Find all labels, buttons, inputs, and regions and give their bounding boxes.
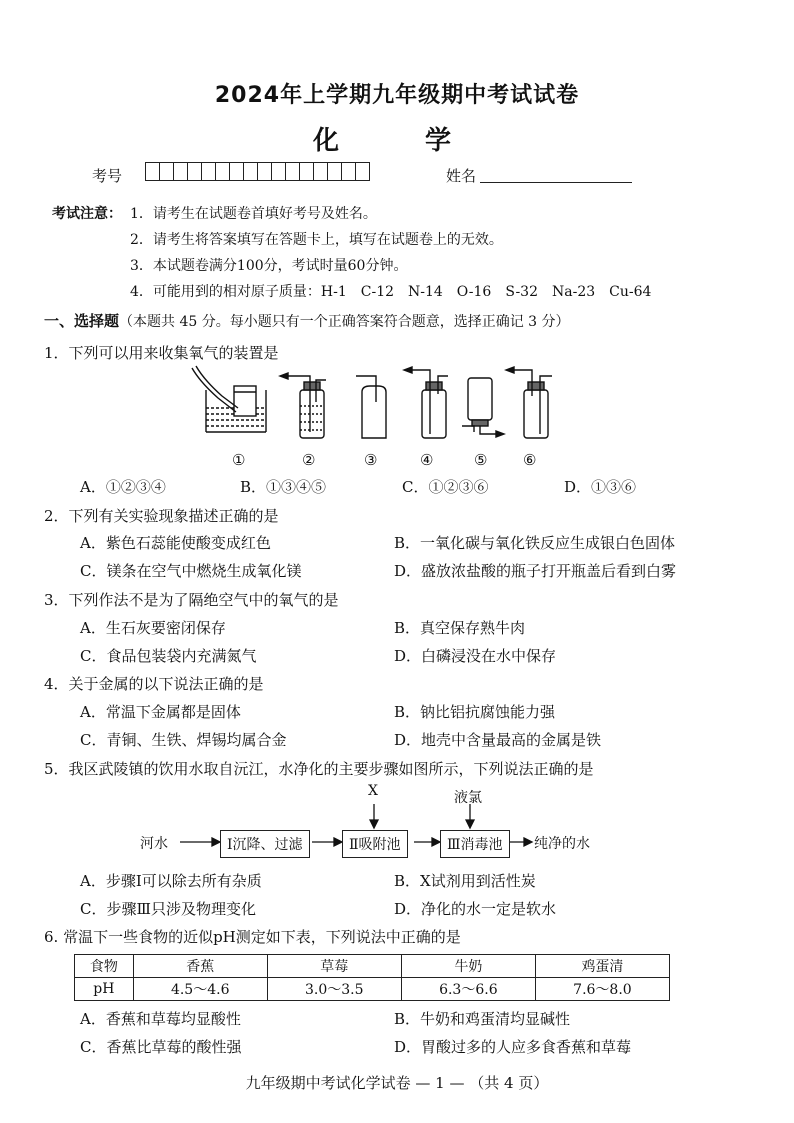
notice-item: 3．本试题卷满分100分，考试时量60分钟。 [130,258,408,274]
section-desc: （本题共 45 分。每小题只有一个正确答案符合题意，选择正确记 3 分） [119,314,570,330]
section-title: 一、选择题 [44,312,120,330]
exam-no-box[interactable] [285,162,300,181]
q2-option-a[interactable]: A．紫色石蕊能使酸变成红色 [80,534,271,552]
apparatus-2-bottle [280,373,326,438]
apparatus-4-bottle [404,367,448,438]
question-5-stem: 5．我区武陵镇的饮用水取自沅江，水净化的主要步骤如图所示，下列说法正确的是 [44,760,594,778]
flow-input: 河水 [140,836,168,852]
q1-option-a[interactable]: A．①②③④ [80,478,166,496]
exam-no-box[interactable] [327,162,342,181]
question-1-stem: 1．下列可以用来收集氧气的装置是 [44,344,279,362]
exam-no-box[interactable] [299,162,314,181]
question-3-stem: 3．下列作法不是为了隔绝空气中的氧气的是 [44,591,339,609]
q3-option-a[interactable]: A．生石灰要密闭保存 [80,619,226,637]
apparatus-label-3: ③ [364,451,378,469]
q6-option-a[interactable]: A．香蕉和草莓均显酸性 [80,1010,241,1028]
table-header-cell: 食物 [75,955,134,978]
question-2-stem: 2．下列有关实验现象描述正确的是 [44,507,279,525]
q6-option-b[interactable]: B．牛奶和鸡蛋清均显碱性 [394,1010,571,1028]
exam-title: 2024年上学期九年级期中考试试卷 [214,83,580,108]
exam-no-box[interactable] [341,162,356,181]
exam-no-box[interactable] [313,162,328,181]
q5-option-a[interactable]: A．步骤Ⅰ可以除去所有杂质 [80,872,262,890]
q2-option-b[interactable]: B．一氧化碳与氧化铁反应生成银白色固体 [394,534,676,552]
table-row [75,978,670,1001]
table-cell: pH [75,978,134,1001]
question-4-stem: 4．关于金属的以下说法正确的是 [44,675,264,693]
q1-apparatus-diagram [190,362,570,472]
notice-item: 2．请考生将答案填写在答题卡上，填写在试题卷上的无效。 [130,232,503,248]
page-footer: 九年级期中考试化学试卷 — 1 — （共 4 页） [245,1074,549,1092]
q5-option-d[interactable]: D．净化的水一定是软水 [394,900,557,918]
name-field[interactable] [480,164,632,183]
apparatus-label-6: ⑥ [523,451,537,469]
q2-option-c[interactable]: C．镁条在空气中燃烧生成氧化镁 [80,562,302,580]
q1-option-b[interactable]: B．①③④⑤ [240,478,327,496]
exam-no-box[interactable] [229,162,244,181]
apparatus-label-1: ① [232,451,246,469]
reagent-chlorine-label: 液氯 [454,790,482,806]
notice-label: 考试注意： [52,206,122,222]
exam-no-box[interactable] [173,162,188,181]
q4-option-a[interactable]: A．常温下金属都是固体 [80,703,241,721]
q4-option-b[interactable]: B．钠比铝抗腐蚀能力强 [394,703,556,721]
table-row [75,955,670,978]
q5-option-b[interactable]: B．X试剂用到活性炭 [394,872,536,890]
q1-option-c[interactable]: C．①②③⑥ [402,478,489,496]
table-cell: 4.5～4.6 [133,978,267,1001]
subject-title: 化 学 [312,126,481,156]
notice-item: 1．请考生在试题卷首填好考号及姓名。 [130,206,377,222]
flow-output: 纯净的水 [534,836,590,852]
q4-option-c[interactable]: C．青铜、生铁、焊锡均属合金 [80,731,287,749]
apparatus-6-bottle [506,367,552,438]
exam-no-box[interactable] [201,162,216,181]
table-cell: 7.6～8.0 [535,978,669,1001]
q3-option-b[interactable]: B．真空保存熟牛肉 [394,619,526,637]
apparatus-label-4: ④ [420,451,434,469]
q3-option-c[interactable]: C．食品包装袋内充满氮气 [80,647,257,665]
q3-option-d[interactable]: D．白磷浸没在水中保存 [394,647,557,665]
exam-no-box[interactable] [187,162,202,181]
apparatus-3-bottle [356,376,386,438]
exam-no-boxes[interactable] [146,162,370,181]
apparatus-5-inverted-bottle [462,378,504,437]
reagent-x-label: X [368,783,378,799]
exam-no-box[interactable] [159,162,174,181]
q6-option-d[interactable]: D．胃酸过多的人应多食香蕉和草莓 [394,1038,632,1056]
name-label: 姓名 [446,167,477,185]
exam-no-box[interactable] [243,162,258,181]
q1-option-d[interactable]: D．①③⑥ [564,478,637,496]
q4-option-d[interactable]: D．地壳中含量最高的金属是铁 [394,731,602,749]
apparatus-label-5: ⑤ [474,451,488,469]
table-header-cell: 草莓 [267,955,401,978]
table-header-cell: 香蕉 [133,955,267,978]
table-header-cell: 鸡蛋清 [535,955,669,978]
table-cell: 3.0～3.5 [267,978,401,1001]
q2-option-d[interactable]: D．盛放浓盐酸的瓶子打开瓶盖后看到白雾 [394,562,677,580]
exam-no-box[interactable] [145,162,160,181]
flow-step-2: Ⅱ吸附池 [342,830,408,858]
exam-no-box[interactable] [215,162,230,181]
q6-option-c[interactable]: C．香蕉比草莓的酸性强 [80,1038,242,1056]
exam-no-box[interactable] [271,162,286,181]
flow-step-3: Ⅲ消毒池 [440,830,510,858]
apparatus-1-water-trough [192,366,266,432]
table-cell: 6.3～6.6 [401,978,535,1001]
q5-option-c[interactable]: C．步骤Ⅲ只涉及物理变化 [80,900,256,918]
question-6-stem: 6. 常温下一些食物的近似pH测定如下表，下列说法中正确的是 [44,928,461,946]
notice-item: 4．可能用到的相对原子质量：H-1 C-12 N-14 O-16 S-32 Na-23 Cu-64 [130,284,652,300]
apparatus-label-2: ② [302,451,316,469]
ph-table [74,954,670,1001]
flow-step-1: Ⅰ沉降、过滤 [220,830,310,858]
exam-no-box[interactable] [257,162,272,181]
exam-no-box[interactable] [355,162,370,181]
exam-no-label: 考号 [92,167,123,185]
table-header-cell: 牛奶 [401,955,535,978]
